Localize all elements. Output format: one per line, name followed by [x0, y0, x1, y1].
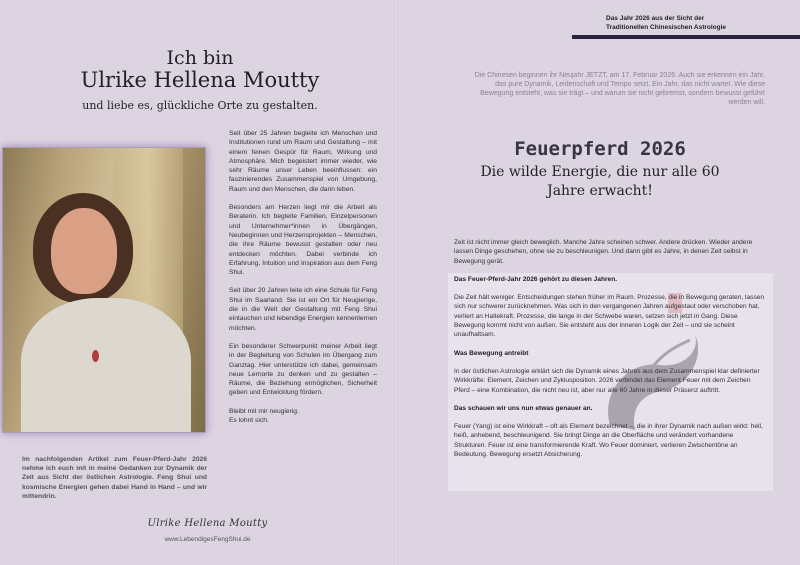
bio-paragraph: Besonders am Herzen liegt mir die Arbeit als Beraterin. Ich begleite Familien, Einzelpersonen und Unternehmer*innen in Übergängen, Neubeginnen und Herzensprojekten – Menschen, die ihre Räume bewusst gestalten oder neu entdecken möchten. Dabei verbinde ich Erfahrung, Intuition und Inspiration aus dem Feng Shui.: [229, 204, 377, 277]
bio-paragraph: Ein besonderer Schwerpunkt meiner Arbeit liegt in der Begleitung von Schulen im Übergang zum Ganztag. Hier unterstütze ich dabei, gemeinsam neue Lernorte zu denken und zu gestalten – Räume, die Beziehung ermöglichen, Sicherheit geben und Entwicklung fördern.: [229, 342, 377, 397]
article-paragraph: Die Zeit hält weniger. Entscheidungen stehen früher im Raum. Prozesse, die in Bewegung geraten, lassen sich nur schwerer zurücknehmen. Was sich in den vergangenen Jahren aufgestaut oder verschoben hat, verliert an Haltekraft. Prozesse, die lange in der Schwebe waren, setzen sich jetzt in Gang. Diese Bewegung kommt nicht von außen. Sie entsteht aus der inneren Logik der Zeit – und sie scheint unaufhaltsam.: [454, 294, 765, 339]
website-link[interactable]: www.LebendigesFengShui.de: [164, 536, 251, 543]
signature: Ulrike Hellena Moutty: [147, 518, 268, 529]
article-subheading: Das Feuer-Pferd-Jahr 2026 gehört zu diesen Jahren.: [454, 275, 618, 283]
bio-paragraph: Seit über 25 Jahren begleite ich Menschen und Institutionen rund um Raum und Gestaltung – mit einem feinen Gespür für Raum, Wirkung und Atmosphäre. Mich begeistert immer wieder, wie sehr Räume unser Leben beeinflussen: ein faszinierendes Zusammenspiel von Umgebung, Raum und den Menschen, die darin leben.: [229, 130, 377, 193]
header-line-1: Das Jahr 2026 aus der Sicht der: [606, 15, 705, 22]
header-line-2: Traditionellen Chinesischen Astrologie: [606, 23, 727, 31]
article-subheadline: Die wilde Energie, die nur alle 60 Jahre erwacht!: [480, 164, 720, 199]
article-subheading: Das schauen wir uns nun etwas genauer an.: [454, 404, 593, 412]
section-header: [606, 15, 796, 32]
bio-text: [229, 129, 377, 434]
article-subheading: Was Bewegung antreibt: [454, 349, 529, 357]
article-headline: Feuerpferd 2026: [514, 138, 686, 160]
article-body: [454, 238, 765, 468]
author-portrait-photo: [2, 147, 206, 433]
bio-paragraph: Seit über 20 Jahren leite ich eine Schule für Feng Shui im Saarland. Sie ist ein Ort für Neugierige, die in die Welt der Gestaltung mit Feng Shui eintauchen und lebendige Energien kennenlernen möchten.: [229, 287, 377, 332]
article-paragraph: Zeit ist nicht immer gleich beweglich. Manche Jahre scheinen schwer. Andere drücken. Wieder andere lassen Dinge geschehen, ohne sie zu beschleunigen. Und dann gibt es Jahre, in denen Zeit selbst in Bewegung gerät.: [454, 239, 753, 265]
article-paragraph: In der östlichen Astrologie erklärt sich die Dynamik eines Jahres aus dem Zusammenspiel klar definierter Wirkkräfte: Element, Zeichen und Zyklusposition. 2026 verbindet das Element Feuer mit dem Zeichen Pferd – eine Kombination, die nicht neu ist, aber nur alle 60 Jahre in dieser Präsenz auftritt.: [454, 367, 760, 394]
article-paragraph: Feuer (Yang) ist eine Wirkkraft – oft als Element bezeichnet –, die in ihrer Dynamik nach außen wirkt: hell, heiß, anhebend, beschleunigend. Sie bringt Dinge an die Oberfläche und verändert vorhandene Strukturen. Feuer ist eine transformierende Kraft. Wo Feuer dominiert, verlieren Zwischentöne an Bedeutung. Bewegung ersetzt Absicherung.: [454, 423, 763, 459]
intro-quote: Die Chinesen beginnen ihr Neujahr JETZT, am 17. Februar 2026. Auch sie erkennen ein Jahr, das pure Dynamik, Leidenschaft und Tempo setzt. Ein Jahr, das nicht wartet. Wie diese Bewegung entsteht, was sie trägt – und warum sie nicht gebremst, sondern bewusst geführt werden will.: [474, 72, 765, 106]
title-line-1: Ich bin: [166, 47, 234, 69]
header-bar: [572, 35, 800, 39]
author-name-title: Ulrike Hellena Moutty: [80, 68, 320, 92]
tagline: und liebe es, glückliche Orte zu gestalten.: [82, 99, 318, 112]
article-intro: Im nachfolgenden Artikel zum Feuer-Pferd-Jahr 2026 nehme ich euch mit in meine Gedanken zur Dynamik der Zeit aus Sicht der östlichen Astrologie. Feng Shui und kosmische Energien gehen dabei Hand in Hand – und wir mittendrin.: [22, 456, 207, 500]
bio-closing: Bleibt mit mir neugierig. Es lohnt sich.: [229, 407, 299, 425]
